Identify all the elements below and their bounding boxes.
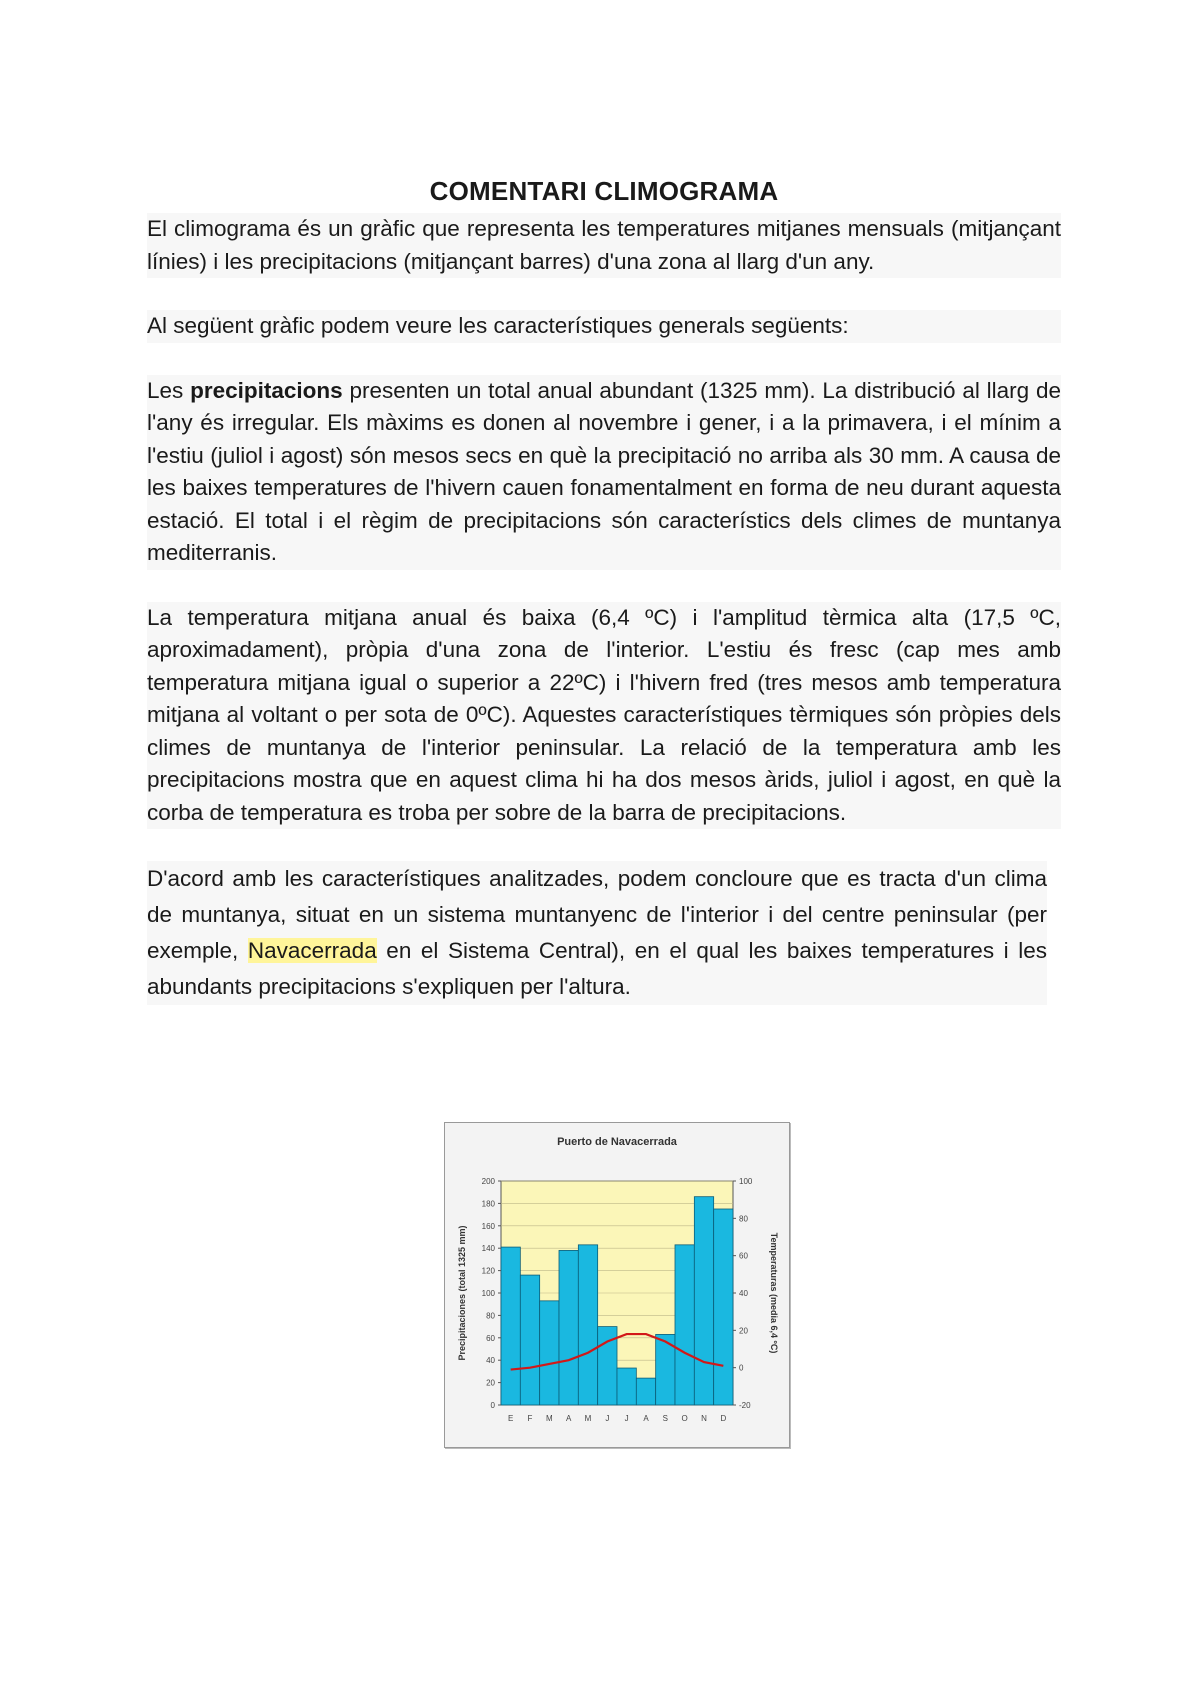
precipitation-bold-term: precipitacions xyxy=(190,377,343,403)
right-tick-label: 40 xyxy=(739,1289,748,1298)
conclusion-lead: D'acord amb les característiques analitzades, podem concloure que es tracta d'un clima de muntanya, situat en un sistema muntanyenc de l'interior i del centre peninsular (per exemple, xyxy=(147,866,1047,963)
climograph-svg xyxy=(445,1123,789,1447)
precipitation-bar xyxy=(578,1245,597,1405)
month-label: D xyxy=(720,1414,727,1423)
month-label: M xyxy=(584,1414,592,1423)
chart-title: Puerto de Navacerrada xyxy=(557,1136,677,1148)
month-label: E xyxy=(507,1414,514,1423)
right-axis-label: Temperaturas (media 6,4 ºC) xyxy=(769,1232,779,1354)
month-label: S xyxy=(662,1414,669,1423)
right-tick-label: -20 xyxy=(739,1401,751,1410)
left-tick-label: 40 xyxy=(486,1356,495,1366)
month-label: M xyxy=(545,1414,553,1423)
precipitation-bar xyxy=(636,1378,655,1405)
features-intro-paragraph: Al següent gràfic podem veure les característiques generals següents: xyxy=(147,310,1061,343)
left-tick-label: 180 xyxy=(481,1199,495,1209)
right-tick-label: 20 xyxy=(739,1326,748,1336)
left-tick-label: 140 xyxy=(481,1244,495,1254)
left-tick-label: 60 xyxy=(486,1333,495,1343)
temperature-paragraph: La temperatura mitjana anual és baixa (6,4 ºC) i l'amplitud tèrmica alta (17,5 ºC, aproximadament), pròpia d'una zona de l'interior. L'estiu és fresc (cap mes amb temperatura mitjana igual o superior a 22ºC) i l'hivern fred (tres mesos amb temperatura mitjana al voltant o per sota de 0ºC). Aquestes característiques tèrmiques són pròpies dels climes de muntanya de l'interior peninsular. La relació de la temperatura amb les precipitacions mostra que en aquest clima hi ha dos mesos àrids, juliol i agost, en què la corba de temperatura es troba per sobre de la barra de precipitacions. xyxy=(147,602,1061,830)
precipitation-bar xyxy=(617,1368,636,1405)
month-label: J xyxy=(624,1414,629,1423)
navacerrada-highlight: Navacerrada xyxy=(247,938,377,963)
left-axis-label: Precipitaciones (total 1325 mm) xyxy=(457,1225,467,1361)
precipitation-body: presenten un total anual abundant (1325 mm). La distribució al llarg de l'any és irregular. Els màxims es donen al novembre i gener, i a la primavera, i el mínim a l'estiu (juliol i agost) són mesos secs en què la precipitació no arriba als 30 mm. A causa de les baixes temperatures de l'hivern cauen fonamentalment en forma de neu durant aquesta estació. El total i el règim de precipitacions són característics dels climes de muntanya mediterranis. xyxy=(147,377,1061,565)
precipitation-bar xyxy=(559,1250,578,1405)
document-page xyxy=(147,176,1061,1005)
month-label: F xyxy=(527,1414,533,1423)
month-label: A xyxy=(643,1414,649,1423)
precipitation-lead: Les xyxy=(147,377,191,403)
month-label: A xyxy=(565,1414,572,1423)
left-tick-label: 0 xyxy=(490,1401,495,1410)
precipitation-bar xyxy=(520,1275,539,1405)
right-tick-label: 80 xyxy=(739,1214,748,1224)
page-title: COMENTARI CLIMOGRAMA xyxy=(429,176,779,206)
precipitation-bar xyxy=(501,1247,520,1405)
conclusion-body: en el Sistema Central), en el qual les baixes temperatures i les abundants precipitacions s'expliquen per l'altura. xyxy=(147,938,1047,999)
precipitation-bar xyxy=(540,1301,559,1405)
right-tick-label: 0 xyxy=(739,1363,744,1373)
left-tick-label: 20 xyxy=(486,1378,495,1388)
month-label: J xyxy=(605,1414,610,1423)
left-tick-label: 100 xyxy=(481,1289,495,1298)
precipitation-bar xyxy=(675,1245,694,1405)
climograph-chart xyxy=(444,1122,790,1448)
intro-paragraph: El climograma és un gràfic que representa les temperatures mitjanes mensuals (mitjançant línies) i les precipitacions (mitjançant barres) d'una zona al llarg d'un any. xyxy=(147,213,1061,278)
precipitation-bar xyxy=(694,1197,713,1405)
right-tick-label: 100 xyxy=(739,1177,753,1186)
left-tick-label: 120 xyxy=(481,1266,495,1276)
month-label: N xyxy=(701,1414,707,1423)
left-tick-label: 200 xyxy=(481,1177,495,1186)
right-tick-label: 60 xyxy=(739,1251,748,1261)
month-label: O xyxy=(681,1414,688,1423)
conclusion-paragraph xyxy=(147,861,1047,1005)
precipitation-bar xyxy=(714,1209,733,1405)
precipitation-paragraph xyxy=(147,375,1061,570)
left-tick-label: 160 xyxy=(481,1221,495,1231)
left-tick-label: 80 xyxy=(486,1311,495,1321)
